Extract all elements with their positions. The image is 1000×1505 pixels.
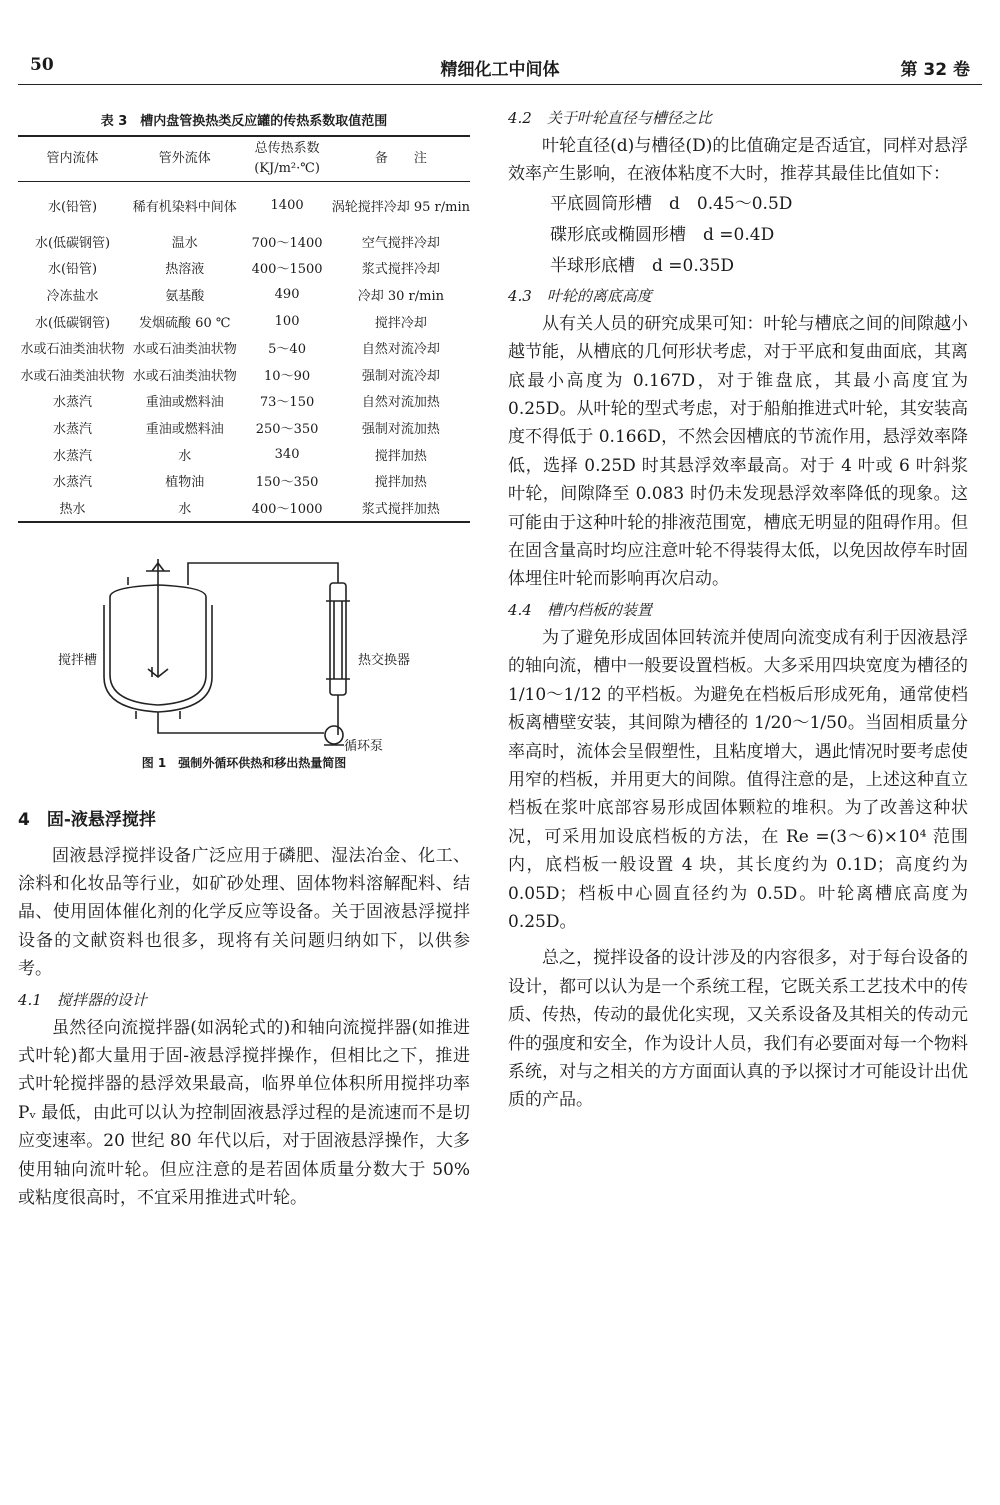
label-tank: 搅拌槽 [58,652,98,668]
section-4-4-heading: 4.4 槽内档板的装置 [508,600,652,619]
table-cell: 搅拌加热 [374,475,427,491]
section-4-intro: 固液悬浮搅拌设备广泛应用于磷肥、湿法冶金、化工、涂料和化妆品等行业，如矿砂处理、固体物料溶解配料、结晶、使用固体催化剂的化学反应等设备。关于固液悬浮搅拌设备的文献资料也很多，现将有关问题归纳如下，以供参考。 [18,845,470,980]
table-cell: 490 [274,286,300,302]
table-caption: 表 3 槽内盘管换热类反应罐的传热系数取值范围 [100,114,388,129]
table-row [18,182,470,229]
label-heat-exchanger: 热交换器 [358,652,411,668]
section-4-3-text: 从有关人员的研究成果可知：叶轮与槽底之间的间隙越小越节能，从槽底的几何形状考虑，对于平底和复曲面底，其离底最小高度为 0.167D，对于锥盘底，其最小高度宜为 0.25D。从叶轮的型式考虑，对于船舶推进式叶轮，其安装高度不得低于 0.166D，不然会因槽底的节流作用，悬浮效率降低，选择 0.25D 时其悬浮效率最高。对于 4 叶或 6 叶斜浆叶轮，间隙降至 0.083 时仍未发现悬浮效率降低的现象。这可能由于这种叶轮的排液范围宽，槽底无明显的阻碍作用。但在固含量高时均应注意叶轮不得装得太低，以免因故停车时固体埋住叶轮而影响再次启动。 [508,313,968,590]
table-cell: 搅拌冷却 [374,315,427,331]
table-body [18,182,470,522]
table-cell: 水 [127,494,242,522]
conclusion-text: 总之，搅拌设备的设计涉及的内容很多，对于每台设备的设计，都可以认为是一个系统工程，它既关系工艺技术中的传质、传热，传动的最优化实现，又关系设备及其相关的传动元件的强度和安全，作为设计人员，我们有必要面对每一个物料系统，对与之相关的方方面面认真的予以探讨才可能设计出优质的产品。 [508,948,968,1111]
table-cell: 水(铅管) [47,199,98,215]
table-row [18,308,470,335]
section-4-1-heading: 4.1 搅拌器的设计 [18,990,147,1009]
table-row [18,361,470,388]
table-cell: 稀有机染料中间体 [132,199,237,215]
table-cell: 冷却 30 r/min [357,288,444,304]
table-cell: 发烟硫酸 60 ℃ [139,315,231,331]
table-cell: 强制对流加热 [361,421,440,437]
table-cell: 水(低碳钢管) [34,315,111,331]
section-4-2-heading: 4.2 关于叶轮直径与槽径之比 [508,109,712,127]
table-cell: 水或石油类油状物 [20,342,125,358]
table-cell: 水或石油类油状物 [20,368,125,384]
table-cell: 自然对流冷却 [361,342,440,358]
table-cell: 氨基酸 [165,288,205,304]
section-4-2-text: 叶轮直径(d)与槽径(D)的比值确定是否适宜，同样对悬浮效率产生影响，在液体粘度不大时，推荐其最佳比值如下： [508,136,968,185]
table-row [18,494,470,522]
col-header-inner: 管内流体 [18,136,127,182]
table-cell: 重油或燃料油 [145,421,224,437]
table-cell: 340 [274,446,300,462]
table-cell: 强制对流冷却 [361,368,440,384]
table-cell: 400～1000 [242,494,331,522]
table-cell: 水蒸汽 [53,448,93,464]
table-cell: 自然对流加热 [361,395,440,411]
pipe-top [188,563,338,583]
volume-label: 第 32 卷 [900,60,970,80]
table-cell: 150～350 [255,475,319,491]
table-cell: 重油或燃料油 [145,395,224,411]
table-cell: 温水 [171,235,198,251]
header-rule [18,84,982,85]
table-cell: 水蒸汽 [53,475,93,491]
table-cell: 搅拌加热 [374,448,427,464]
section-4-4-text: 为了避免形成固体回转流并使周向流变成有利于因液悬浮的轴向流，槽中一般要设置档板。大多采用四块宽度为槽径的 1/10～1/12 的平档板。为避免在档板后形成死角，通常使档板离槽壁安装，其间隙为槽径的 1/20～1/50。当固相质量分率高时，流体会呈假塑性，且粘度增大，遇此情况时要考虑使用窄的档板，并用更大的间隙。值得注意的是，上述这种直立档板在浆叶底部容易形成固体颗粒的堆积。为了改善这种状况，可采用加设底档板的方法，在 Re =(3～6)×10⁴ 范围内，底档板一般设置 4 块，其长度约为 0.1D；高度约为 0.05D；档板中心圆直径约为 0.5D。叶轮离槽底高度为 0.25D。 [508,627,968,932]
table-row [18,255,470,282]
col-header-remarks: 备 注 [332,136,470,182]
table-cell: 浆式搅拌冷却 [361,262,440,278]
table-cell: 700～1400 [251,235,323,251]
table-cell: 100 [274,313,300,329]
heat-transfer-table [18,135,470,523]
table-cell: 冷冻盐水 [46,288,99,304]
ratio-item: 碟形底或椭圆形槽 d =0.4D [550,224,775,245]
table-cell: 250～350 [255,421,319,437]
label-pump: 循环泵 [344,738,384,754]
section-4-3-heading: 4.3 叶轮的离底高度 [508,286,652,305]
table-cell: 水蒸汽 [53,395,93,411]
section-4-1-text: 虽然径向流搅拌器(如涡轮式的)和轴向流搅拌器(如推进式叶轮)都大量用于固-液悬浮搅拌操作，但相比之下，推进式叶轮搅拌器的悬浮效果最高，临界单位体积所用搅拌功率 Pᵥ 最低，由此可以认为控制固液悬浮过程的是流速而不是切应变速率。20 世纪 80 年代以后，对于固液悬浮操作，大多使用轴向流叶轮。但应注意的是若固体质量分数大于 50% 或粘度很高时，不宜采用推进式叶轮。 [18,1017,470,1208]
figure-caption: 图 1 强制外循环供热和移出热量简图 [141,755,347,770]
table-row [18,281,470,308]
table-cell: 浆式搅拌加热 [332,494,470,522]
table-row [18,467,470,494]
table-row [18,441,470,468]
page-number: 50 [30,55,54,75]
figure-1 [18,557,470,752]
table-cell: 5～40 [268,342,306,358]
section-4-heading: 4 固-液悬浮搅拌 [18,809,156,830]
table-cell: 水或石油类油状物 [132,342,237,358]
col-header-coefficient-line1: 总传热系数 [254,141,320,156]
ratio-list [550,189,968,282]
table-cell: 涡轮搅拌冷却 95 r/min [331,199,470,215]
table-cell: 73～150 [259,395,315,411]
table-cell: 植物油 [165,475,205,491]
table-cell: 水或石油类油状物 [132,368,237,384]
table-row [18,414,470,441]
journal-title: 精细化工中间体 [440,60,560,80]
table-cell: 1400 [270,197,304,213]
table-cell: 空气搅拌冷却 [361,235,440,251]
table-row [18,388,470,415]
ratio-item: 半球形底槽 d =0.35D [550,255,735,276]
table-cell: 水(铅管) [47,262,98,278]
table-cell: 水 [178,448,192,464]
table-cell: 10～90 [264,368,311,384]
table-cell: 热水 [18,494,127,522]
table-header-row [18,136,470,182]
col-header-coefficient [242,136,331,182]
col-header-outer: 管外流体 [127,136,242,182]
table-row [18,228,470,255]
table-row [18,334,470,361]
circulation-pump [325,726,343,744]
table-cell: 热溶液 [165,262,205,278]
col-header-coefficient-unit: (KJ/m²·℃) [254,161,320,176]
left-column [18,104,470,1212]
table-cell: 水蒸汽 [53,421,93,437]
ratio-item: 平底圆筒形槽 d 0.45～0.5D [550,193,793,214]
table-cell: 水(低碳钢管) [34,235,111,251]
right-column [508,104,968,1115]
pipe-return [158,712,324,733]
table-cell: 400～1500 [251,262,323,278]
